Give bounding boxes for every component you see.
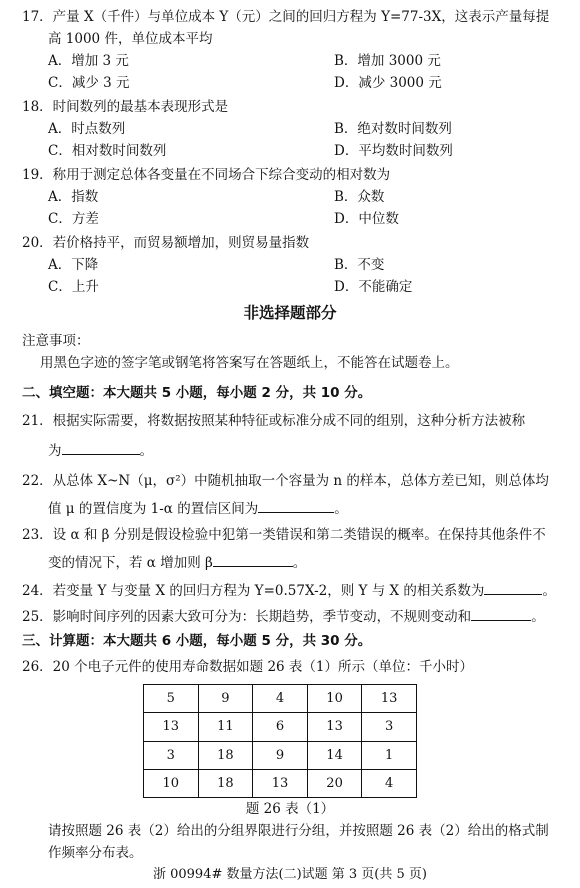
q25-suffix: 。 xyxy=(531,609,545,625)
notice-label: 注意事项： xyxy=(22,333,90,349)
q19-option-c: C．方差 xyxy=(48,211,99,227)
q22-suffix: 。 xyxy=(334,501,348,517)
table-cell: 6 xyxy=(253,713,308,741)
table-cell: 1 xyxy=(362,741,417,769)
q18-stem: 18．时间数列的最基本表现形式是 xyxy=(22,99,229,115)
q19-option-a: A．指数 xyxy=(48,189,99,205)
q21-answer-blank[interactable] xyxy=(62,440,140,455)
table-cell: 18 xyxy=(198,741,253,769)
table-cell: 9 xyxy=(198,685,253,713)
q25-line xyxy=(22,606,545,626)
table-cell: 10 xyxy=(307,685,362,713)
q20-option-c: C．上升 xyxy=(48,279,99,295)
table-cell: 5 xyxy=(144,685,199,713)
q17-line1: 17．产量 X（千件）与单位成本 Y（元）之间的回归方程为 Y=77-3X，这表示产量每提 xyxy=(22,9,550,25)
table-cell: 4 xyxy=(253,685,308,713)
q24-suffix: 。 xyxy=(542,583,556,599)
table-cell: 10 xyxy=(144,769,199,797)
table-cell: 4 xyxy=(362,769,417,797)
q24-answer-blank[interactable] xyxy=(484,580,542,595)
table-cell: 13 xyxy=(362,685,417,713)
notice-text: 用黑色字迹的签字笔或钢笔将答案写在答题纸上，不能答在试题卷上。 xyxy=(40,355,459,371)
table-row xyxy=(144,685,417,713)
q17-option-c: C．减少 3 元 xyxy=(48,75,130,91)
table-cell: 13 xyxy=(307,713,362,741)
q25-answer-blank[interactable] xyxy=(471,606,531,621)
q23-line2 xyxy=(48,552,306,572)
table-cell: 3 xyxy=(362,713,417,741)
q21-line2 xyxy=(48,440,153,460)
q24-prefix: 24．若变量 Y 与变量 X 的回归方程为 Y=0.57X-2，则 Y 与 X 的相关系数为 xyxy=(22,583,485,599)
q19-option-b: B．众数 xyxy=(334,189,385,205)
q20-option-d: D．不能确定 xyxy=(334,279,413,295)
section-title: 非选择题部分 xyxy=(243,304,337,322)
q20-stem: 20．若价格持平，而贸易额增加，则贸易量指数 xyxy=(22,235,310,251)
q23-answer-blank[interactable] xyxy=(213,552,293,567)
q17-option-a: A．增加 3 元 xyxy=(48,53,129,69)
q21-prefix: 为 xyxy=(48,443,62,459)
q19-stem: 19．称用于测定总体各变量在不同场合下综合变动的相对数为 xyxy=(22,167,391,183)
table-cell: 3 xyxy=(144,741,199,769)
q23-line1: 23．设 α 和 β 分别是假设检验中犯第一类错误和第二类错误的概率。在保持其他条件不 xyxy=(22,527,546,543)
part2-header: 二、填空题：本大题共 5 小题，每小题 2 分，共 10 分。 xyxy=(22,385,372,401)
q26-requirement-line2: 作频率分布表。 xyxy=(48,845,143,861)
q18-option-c: C．相对数时间数列 xyxy=(48,143,167,159)
table-cell: 9 xyxy=(253,741,308,769)
q24-line xyxy=(22,580,556,600)
page-footer: 浙 00994# 数量方法(二)试题 第 3 页(共 5 页) xyxy=(152,867,427,882)
q17-line2: 高 1000 件，单位成本平均 xyxy=(48,31,213,47)
q18-option-d: D．平均数时间数列 xyxy=(334,143,453,159)
table-cell: 13 xyxy=(253,769,308,797)
q21-line1: 21．根据实际需要，将数据按照某种特征或标准分成不同的组别，这种分析方法被称 xyxy=(22,413,526,429)
q23-prefix: 变的情况下，若 α 增加则 β xyxy=(48,555,213,571)
q20-option-a: A．下降 xyxy=(48,257,99,273)
q26-data-table xyxy=(143,684,417,798)
q22-answer-blank[interactable] xyxy=(258,498,334,513)
table-row xyxy=(144,741,417,769)
q22-prefix: 值 μ 的置信度为 1-α 的置信区间为 xyxy=(48,501,259,517)
table-cell: 20 xyxy=(307,769,362,797)
table-row xyxy=(144,713,417,741)
q20-option-b: B．不变 xyxy=(334,257,385,273)
q26-requirement-line1: 请按照题 26 表（2）给出的分组界限进行分组，并按照题 26 表（2）给出的格式制 xyxy=(48,823,549,839)
q18-option-a: A．时点数列 xyxy=(48,121,126,137)
q22-line1: 22．从总体 X~N（μ，σ²）中随机抽取一个容量为 n 的样本，总体方差已知，则总体均 xyxy=(22,473,549,489)
q17-option-d: D．减少 3000 元 xyxy=(334,75,442,91)
part3-header: 三、计算题：本大题共 6 小题，每小题 5 分，共 30 分。 xyxy=(22,633,372,649)
q18-option-b: B．绝对数时间数列 xyxy=(334,121,452,137)
table-cell: 14 xyxy=(307,741,362,769)
q23-suffix: 。 xyxy=(292,555,307,571)
q17-option-b: B．增加 3000 元 xyxy=(334,53,441,69)
q25-prefix: 25．影响时间序列的因素大致可分为：长期趋势，季节变动，不规则变动和 xyxy=(22,609,472,625)
q26-stem: 26．20 个电子元件的使用寿命数据如题 26 表（1）所示（单位：千小时） xyxy=(22,659,473,675)
q22-line2 xyxy=(48,498,348,518)
q19-option-d: D．中位数 xyxy=(334,211,399,227)
q26-table-caption: 题 26 表（1） xyxy=(245,801,335,817)
table-cell: 18 xyxy=(198,769,253,797)
table-row xyxy=(144,769,417,797)
table-cell: 11 xyxy=(198,713,253,741)
q21-suffix: 。 xyxy=(139,443,153,459)
table-cell: 13 xyxy=(144,713,199,741)
